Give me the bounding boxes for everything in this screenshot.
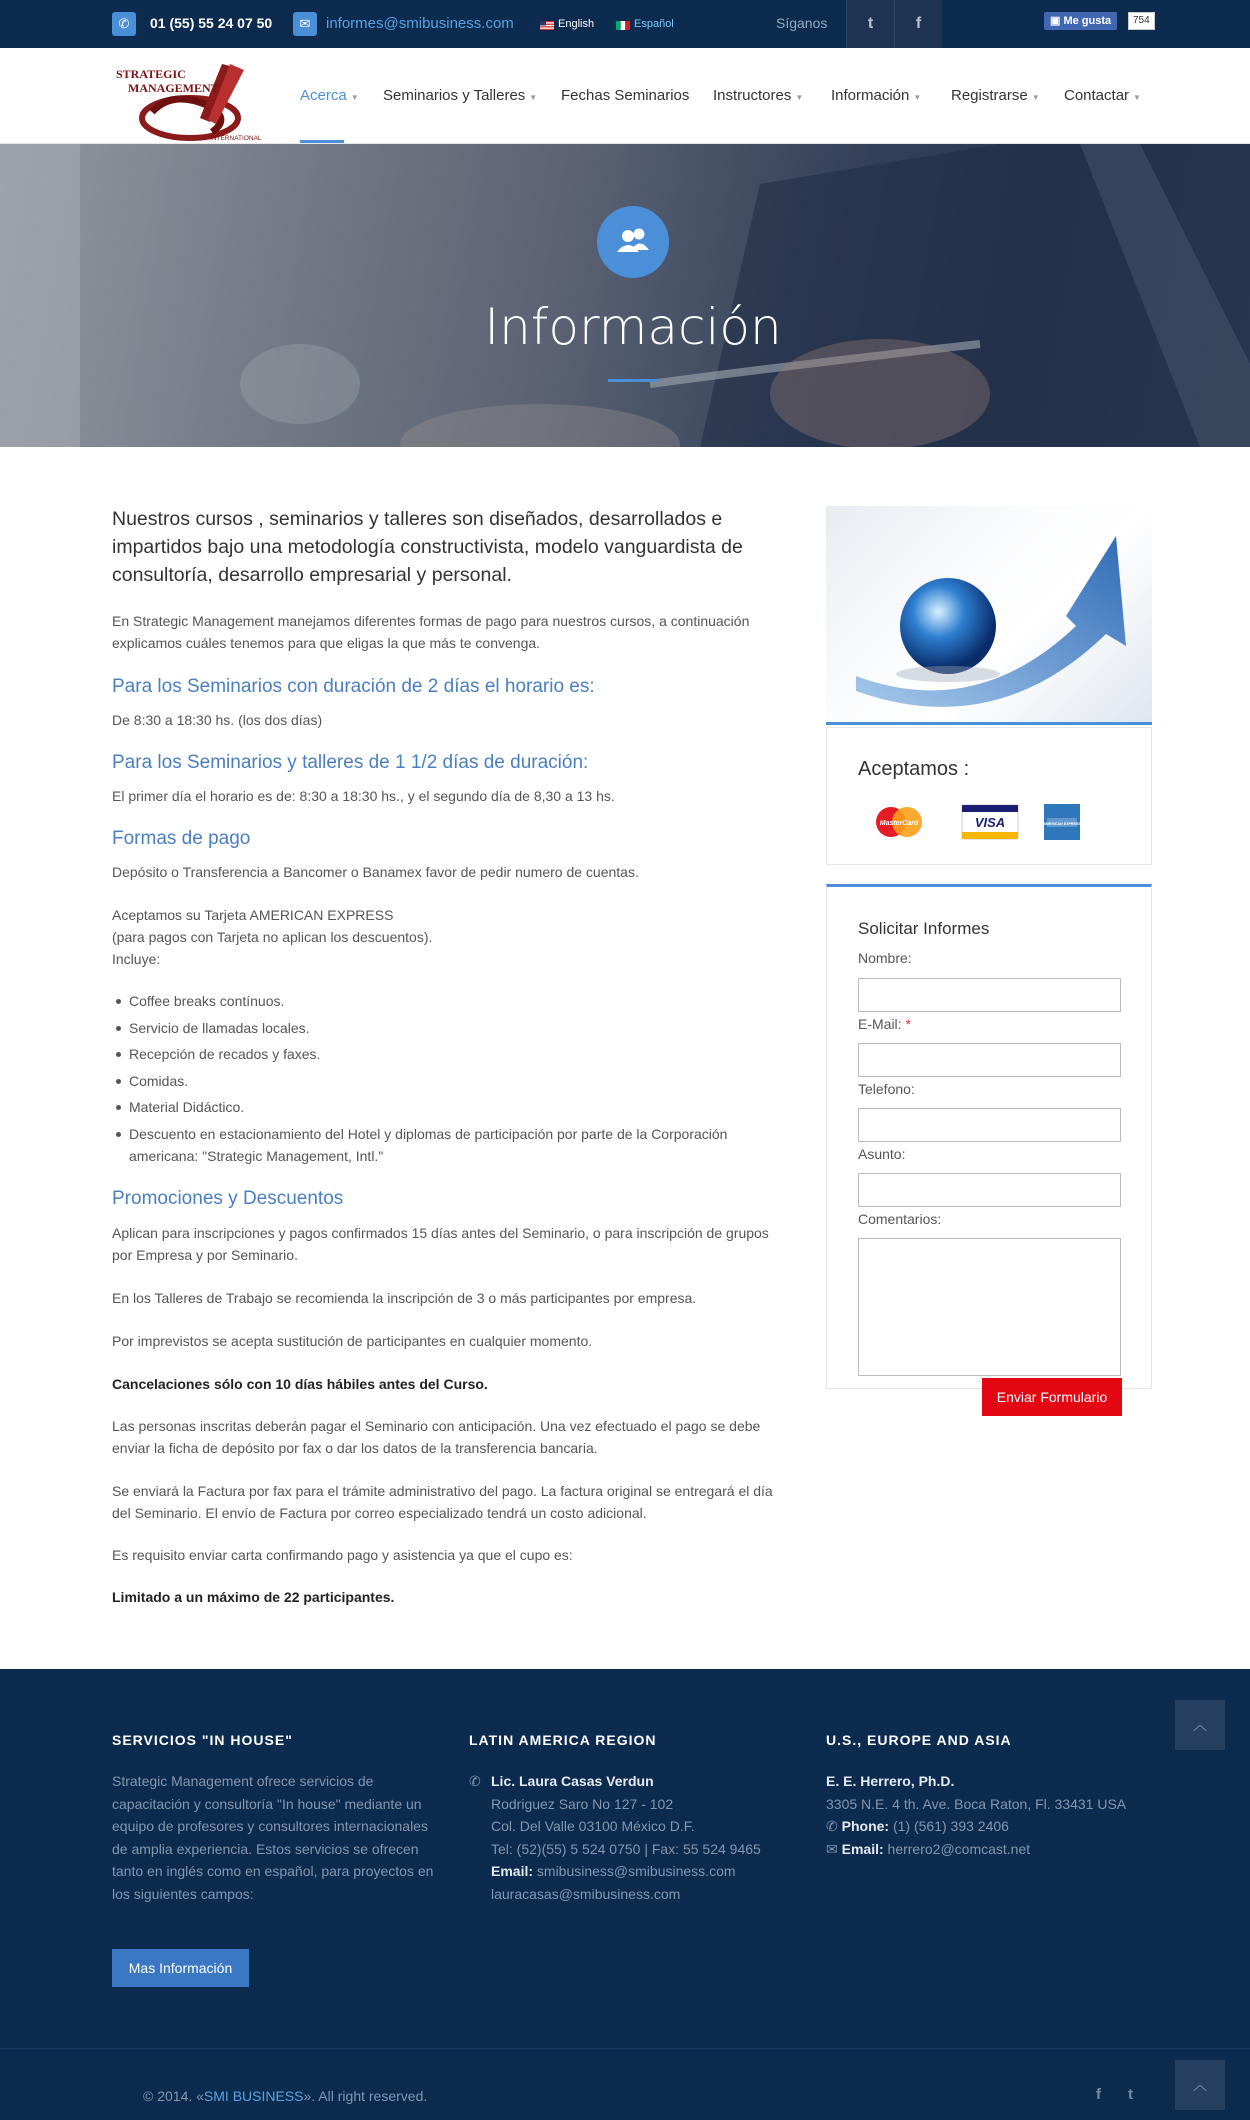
globe-arrow-image xyxy=(826,506,1152,725)
intro-paragraph: En Strategic Management manejamos diferentes formas de pago para nuestros cursos, a continuación explicamos cuáles tenemos para que eligas la que más te convenga. xyxy=(112,613,750,651)
logo-line3: INTERNATIONAL xyxy=(210,135,262,142)
top-bar xyxy=(0,0,1250,48)
footer-twitter-icon[interactable]: t xyxy=(1128,2086,1133,2103)
heading-payment: Formas de pago xyxy=(112,828,251,849)
follow-label: Síganos xyxy=(776,15,828,31)
svg-text:MasterCard: MasterCard xyxy=(879,820,919,827)
phone-label: Telefono: xyxy=(858,1081,915,1097)
logo-line1: STRATEGIC xyxy=(116,67,186,81)
amex-line1: Aceptamos su Tarjeta AMERICAN EXPRESS xyxy=(112,907,394,923)
form-title: Solicitar Informes xyxy=(858,919,990,938)
footer-col3-text: E. E. Herrero, Ph.D. 3305 N.E. 4 th. Ave. Boca Raton, Fl. 33431 USA ✆ Phone: (1) (561) 393 2406 ✉ Email: herrero2@comcast.net xyxy=(826,1773,1127,1857)
logo-line2: MANAGEMENT xyxy=(128,81,219,95)
list-item: Comidas. xyxy=(112,1070,792,1092)
phone-input[interactable] xyxy=(858,1108,1121,1142)
promo-text-2: En los Talleres de Trabajo se recomienda la inscripción de 3 o más participantes por empresa. xyxy=(112,1290,697,1306)
hero-banner xyxy=(0,144,1250,447)
amex-logo xyxy=(1043,804,1081,840)
amex-line2: (para pagos con Tarjeta no aplican los descuentos). xyxy=(112,929,433,945)
name-label: Nombre: xyxy=(858,950,912,966)
invoice-text: Se enviará la Factura por fax para el trámite administrativo del pago. La factura original se entregará el día del Seminario. El envío de Factura por correo especializado tendrá un costo adicional. xyxy=(112,1483,773,1521)
caret-down-icon: ▼ xyxy=(350,93,359,102)
caret-down-icon: ▼ xyxy=(795,93,804,102)
footer-facebook-icon[interactable]: f xyxy=(1096,2086,1101,2103)
heading-two-days: Para los Seminarios con duración de 2 días el horario es: xyxy=(112,676,595,697)
phone-icon: ✆ xyxy=(112,12,136,36)
footer-col1-text: Strategic Management ofrece servicios de capacitación y consultoría "In house" mediante un equipo de profesores y consultores internacionales de amplia experiencia. Estos servicios se ofrecen tanto en inglés como en español, para proyectos en los siguientes campos: xyxy=(112,1773,434,1902)
scroll-top-chevron-icon[interactable]: ︿ xyxy=(1175,1700,1225,1750)
contact-form-card xyxy=(826,884,1152,1389)
footer-col1-title: SERVICIOS "IN HOUSE" xyxy=(112,1732,293,1748)
nav-fechas-seminarios[interactable]: Fechas Seminarios xyxy=(561,87,690,104)
list-item: Servicio de llamadas locales. xyxy=(112,1017,792,1039)
more-info-button[interactable]: Mas Información xyxy=(112,1949,249,1987)
caret-down-icon: ▼ xyxy=(529,93,538,102)
email-link-3[interactable]: herrero2@comcast.net xyxy=(887,1840,1031,1857)
nav-registrarse[interactable]: Registrarse ▼ xyxy=(951,87,1040,104)
topbar-email-link[interactable]: informes@smibusiness.com xyxy=(326,15,514,32)
lang-english-link[interactable]: English xyxy=(558,18,595,30)
facebook-icon[interactable]: f xyxy=(894,0,942,48)
caret-down-icon: ▼ xyxy=(913,93,922,102)
one-half-days-text: El primer día el horario es de: 8:30 a 18:30 hs., y el segundo día de 8,30 a 13 hs. xyxy=(112,788,615,804)
footer-col2-text: ✆ Lic. Laura Casas Verdun Rodriguez Saro No 127 - 102 Col. Del Valle 03100 México D.F. Tel: (52)(55) 5 524 0750 | Fax: 55 524 9465 Email: smibusiness@smibusiness.com lauracasas@smibusiness.com xyxy=(469,1770,799,1905)
like-count: 754 xyxy=(1128,12,1155,30)
twitter-icon[interactable]: t xyxy=(846,0,894,48)
footer-divider xyxy=(0,2048,1250,2049)
mx-flag-icon xyxy=(616,21,630,30)
nav-informacion[interactable]: Información ▼ xyxy=(831,87,922,104)
nav-contactar[interactable]: Contactar ▼ xyxy=(1064,87,1141,104)
heading-one-half-days: Para los Seminarios y talleres de 1 1/2 días de duración: xyxy=(112,752,589,773)
cancel-policy: Cancelaciones sólo con 10 días hábiles antes del Curso. xyxy=(112,1376,488,1392)
nav-instructores[interactable]: Instructores ▼ xyxy=(713,87,804,104)
visa-logo xyxy=(961,804,1019,840)
email-link-1[interactable]: smibusiness@smibusiness.com xyxy=(536,1863,736,1879)
smi-business-link[interactable]: SMI BUSINESS xyxy=(203,2088,304,2104)
subject-label: Asunto: xyxy=(858,1146,906,1162)
accept-title: Aceptamos : xyxy=(858,758,970,780)
caret-down-icon: ▼ xyxy=(1031,93,1040,102)
us-flag-icon xyxy=(540,21,554,30)
hero-title: Información xyxy=(484,298,782,356)
promo-text-3: Por imprevistos se acepta sustitución de participantes en cualquier momento. xyxy=(112,1333,593,1349)
mail-icon: ✉ xyxy=(826,1840,842,1857)
payment-methods-card xyxy=(826,727,1152,865)
includes-list xyxy=(112,990,792,1171)
email-input[interactable] xyxy=(858,1043,1121,1077)
nav-active-indicator xyxy=(300,140,344,143)
required-mark: * xyxy=(905,1016,911,1032)
participant-limit: Limitado a un máximo de 22 participantes. xyxy=(112,1589,395,1605)
heading-promos: Promociones y Descuentos xyxy=(112,1188,344,1209)
svg-text:VISA: VISA xyxy=(974,815,1006,830)
footer-col2-title: LATIN AMERICA REGION xyxy=(469,1732,657,1748)
name-input[interactable] xyxy=(858,978,1121,1012)
comments-textarea[interactable] xyxy=(858,1238,1121,1376)
caret-down-icon: ▼ xyxy=(1133,93,1141,102)
list-item: Material Didáctico. xyxy=(112,1096,792,1118)
facebook-like-icon: ▣ xyxy=(1050,15,1064,27)
advance-payment-text: Las personas inscritas deberán pagar el Seminario con anticipación. Una vez efectuado el pago se debe enviar la ficha de depósito por fax o dar los datos de la transferencia bancaria. xyxy=(112,1418,761,1456)
email-link-2[interactable]: lauracasas@smibusiness.com xyxy=(491,1885,681,1902)
list-item: Coffee breaks contínuos. xyxy=(112,990,792,1012)
lead-paragraph: Nuestros cursos , seminarios y talleres son diseñados, desarrollados e impartidos bajo una metodología constructivista, modelo vanguardista de consultoría, desarrollo empresarial y personal. xyxy=(112,508,743,586)
back-to-top-chevron-icon[interactable]: ︿ xyxy=(1175,2060,1225,2110)
send-form-button[interactable]: Enviar Formulario xyxy=(982,1378,1122,1416)
footer-col3-title: U.S., EUROPE AND ASIA xyxy=(826,1732,1012,1748)
two-days-text: De 8:30 a 18:30 hs. (los dos días) xyxy=(112,712,323,728)
facebook-like-button[interactable]: ▣ Me gusta xyxy=(1044,12,1117,30)
svg-text:AMERICAN EXPRESS: AMERICAN EXPRESS xyxy=(1043,822,1081,826)
mastercard-logo xyxy=(871,804,927,840)
lang-espanol-link[interactable]: Español xyxy=(634,18,674,30)
list-item: Descuento en estacionamiento del Hotel y diplomas de participación por parte de la Corporación americana: "Strategic Management, Intl." xyxy=(112,1123,792,1167)
amex-line3: Incluye: xyxy=(112,951,161,967)
promo-text-1: Aplican para inscripciones y pagos confirmados 15 días antes del Seminario, o para inscripción de grupos por Empresa y por Seminario. xyxy=(112,1225,769,1263)
nav-acerca[interactable]: Acerca ▼ xyxy=(300,87,359,104)
list-item: Recepción de recados y faxes. xyxy=(112,1043,792,1065)
mail-icon: ✉ xyxy=(293,12,317,36)
phone-icon: ✆ xyxy=(826,1818,842,1834)
requirement-text: Es requisito enviar carta confirmando pago y asistencia ya que el cupo es: xyxy=(112,1547,573,1563)
users-icon xyxy=(597,206,669,278)
topbar-phone: 01 (55) 55 24 07 50 xyxy=(150,15,273,31)
nav-seminarios-talleres[interactable]: Seminarios y Talleres ▼ xyxy=(383,87,538,104)
comments-label: Comentarios: xyxy=(858,1211,942,1227)
subject-input[interactable] xyxy=(858,1173,1121,1207)
payment-text: Depósito o Transferencia a Bancomer o Banamex favor de pedir numero de cuentas. xyxy=(112,864,639,880)
copyright: © 2014. «SMI BUSINESS». All right reserved. xyxy=(143,2088,428,2104)
phone-icon: ✆ xyxy=(469,1773,481,1789)
hero-overlay xyxy=(0,144,1250,447)
hero-underline xyxy=(608,379,658,382)
company-logo[interactable] xyxy=(112,60,268,142)
email-label: E-Mail: * xyxy=(858,1016,911,1032)
